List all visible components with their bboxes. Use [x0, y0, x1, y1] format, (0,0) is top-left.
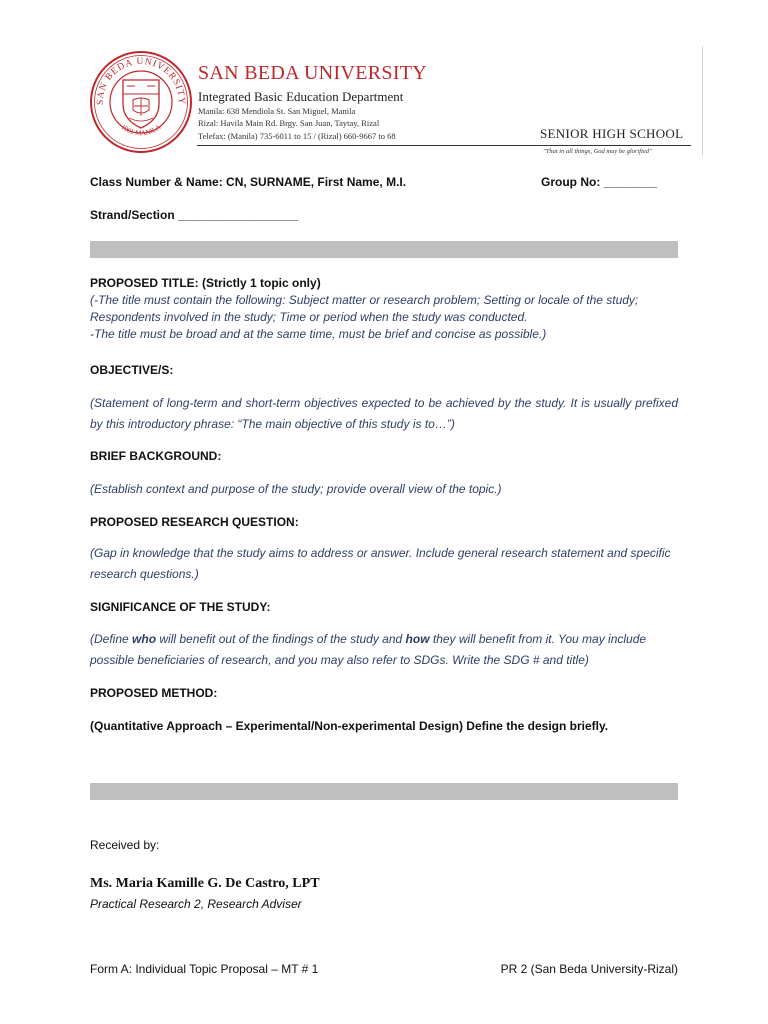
significance-heading: SIGNIFICANCE OF THE STUDY: — [90, 600, 271, 614]
proposed-title-instructions — [90, 292, 678, 343]
significance-text-c: they will benefit from it. You may include possible beneficiaries of research, and you may also refer to SDGs. Write the SDG # and title) — [90, 632, 647, 667]
university-name: SAN BEDA UNIVERSITY — [198, 62, 428, 84]
significance-text-b: will benefit out of the findings of the study and — [156, 632, 406, 646]
objectives-instructions: (Statement of long-term and short-term objectives expected to be achieved by the study. It is usually prefixed by this introductory phrase: “The main objective of this study is to…”) — [90, 396, 678, 431]
svg-text:1901 MANILA — [120, 123, 163, 137]
seal-text: SAN BEDA UNIVERSITY — [95, 56, 187, 106]
research-question-heading: PROPOSED RESEARCH QUESTION: — [90, 515, 299, 529]
page-edge-line — [702, 46, 703, 156]
group-no-field: Group No: ________ — [541, 175, 658, 189]
motto: "That in all things, God may be glorified" — [543, 148, 652, 155]
separator-bar-top — [90, 241, 678, 258]
telefax: Telefax: (Manila) 735-6011 to 15 / (Rizal) 660-9667 to 68 — [198, 131, 396, 141]
separator-bar-bottom — [90, 783, 678, 800]
significance-how: how — [405, 632, 430, 646]
method-heading: PROPOSED METHOD: — [90, 686, 218, 700]
school-level: SENIOR HIGH SCHOOL — [540, 126, 684, 141]
title-instruction-2: -The title must be broad and at the same time, must be brief and concise as possible.) — [90, 327, 547, 341]
class-number-name-field: Class Number & Name: CN, SURNAME, First Name, M.I. — [90, 175, 407, 189]
title-instruction-1: (-The title must contain the following: Subject matter or research problem; Setting or locale of the study; Respondents involved in the study; Time or period when the study was conducted. — [90, 293, 639, 324]
received-by-label: Received by: — [90, 838, 160, 852]
proposed-title-heading: PROPOSED TITLE: (Strictly 1 topic only) — [90, 276, 321, 290]
footer-course-label: PR 2 (San Beda University-Rizal) — [500, 962, 678, 976]
significance-who: who — [132, 632, 157, 646]
address-rizal: Rizal: Havila Main Rd. Brgy. San Juan, Taytay, Rizal — [198, 118, 380, 128]
significance-text-a: (Define — [90, 632, 133, 646]
adviser-role: Practical Research 2, Research Adviser — [90, 897, 302, 911]
department-name: Integrated Basic Education Department — [198, 89, 404, 104]
background-heading: BRIEF BACKGROUND: — [90, 449, 222, 463]
letterhead-rule — [197, 145, 691, 146]
significance-instructions — [90, 629, 678, 671]
footer-form-label: Form A: Individual Topic Proposal – MT # 1 — [90, 962, 319, 976]
university-seal-icon — [89, 50, 193, 154]
seal-year: 1901 MANILA — [119, 122, 163, 138]
objectives-heading: OBJECTIVE/S: — [90, 363, 174, 377]
strand-section-field: Strand/Section __________________ — [90, 208, 299, 222]
adviser-name: Ms. Maria Kamille G. De Castro, LPT — [90, 876, 320, 891]
background-instructions: (Establish context and purpose of the study; provide overall view of the topic.) — [90, 482, 502, 496]
address-manila: Manila: 638 Mendiola St. San Miguel, Manila — [198, 106, 356, 116]
method-text: (Quantitative Approach – Experimental/Non-experimental Design) Define the design briefly. — [90, 719, 609, 733]
research-question-instructions: (Gap in knowledge that the study aims to address or answer. Include general research statement and specific research questions.) — [90, 546, 671, 581]
